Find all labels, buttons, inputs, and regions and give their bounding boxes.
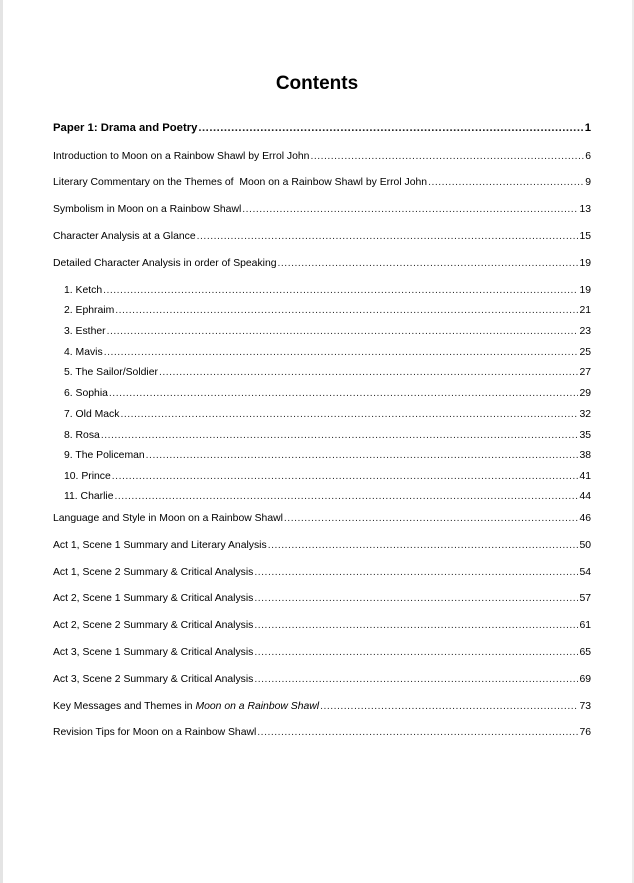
dot-leader [109, 387, 579, 400]
dot-leader [107, 325, 579, 338]
toc-subentry-charlie[interactable] [64, 490, 591, 503]
toc-entry-page: 9 [585, 177, 591, 188]
dot-leader [103, 284, 578, 297]
toc-entry-act1-scene2[interactable] [53, 566, 591, 579]
toc-entry-label: 10. Prince [64, 471, 111, 482]
toc-entry-label: 11. Charlie [64, 491, 114, 502]
toc-entry-label: 8. Rosa [64, 430, 100, 441]
toc-entry-label: 1. Ketch [64, 285, 103, 296]
toc-entry-page: 50 [579, 540, 591, 551]
page-edge-left [0, 0, 3, 883]
toc-entry-key-messages[interactable] [53, 700, 591, 713]
dot-leader [120, 408, 578, 421]
toc-subentry-rosa[interactable] [64, 429, 591, 442]
toc-entry-page: 73 [579, 701, 591, 712]
toc-entry-act3-scene2[interactable] [53, 673, 591, 686]
toc-subentry-esther[interactable] [64, 325, 591, 338]
dot-leader [254, 646, 578, 659]
dot-leader [284, 512, 579, 525]
dot-leader [254, 619, 578, 632]
toc-entry-label: Symbolism in Moon on a Rainbow Shawl [53, 204, 242, 215]
dot-leader [112, 470, 579, 483]
toc-entry-page: 69 [579, 674, 591, 685]
dot-leader [115, 304, 578, 317]
toc-entry-literary-commentary[interactable] [53, 176, 591, 189]
toc-entry-label: 3. Esther [64, 326, 106, 337]
toc-entry-page: 1 [584, 122, 591, 134]
toc-entry-page: 29 [579, 388, 591, 399]
toc-entry-introduction[interactable] [53, 150, 591, 163]
toc-entry-label: Language and Style in Moon on a Rainbow Shawl [53, 513, 283, 524]
toc-entry-label-italic: Moon on a Rainbow Shawl [195, 701, 320, 712]
toc-entry-label: 4. Mavis [64, 347, 103, 358]
page-title: Contents [275, 73, 359, 94]
toc-entry-page: 61 [579, 620, 591, 631]
toc-entry-character-glance[interactable] [53, 230, 591, 243]
toc-entry-page: 57 [579, 593, 591, 604]
toc-entry-label: Revision Tips for Moon on a Rainbow Shawl [53, 727, 257, 738]
toc-entry-page: 41 [579, 471, 591, 482]
dot-leader [197, 230, 579, 243]
toc-entry-page: 38 [579, 450, 591, 461]
toc-entry-page: 6 [585, 151, 591, 162]
toc-entry-label: Introduction to Moon on a Rainbow Shawl by Errol John [53, 151, 310, 162]
toc-entry-label: Character Analysis at a Glance [53, 231, 196, 242]
dot-leader [159, 366, 578, 379]
dot-leader [104, 346, 579, 359]
dot-leader [310, 150, 584, 163]
toc-entry-page: 32 [579, 409, 591, 420]
toc-entry-revision-tips[interactable] [53, 726, 591, 739]
toc-entry-act3-scene1[interactable] [53, 646, 591, 659]
toc-entry-label: Act 2, Scene 1 Summary & Critical Analysis [53, 593, 254, 604]
toc-subentry-sophia[interactable] [64, 387, 591, 400]
dot-leader [114, 490, 578, 503]
toc-entry-label: Act 3, Scene 1 Summary & Critical Analysis [53, 647, 254, 658]
dot-leader [257, 726, 578, 739]
toc-subentry-ketch[interactable] [64, 284, 591, 297]
toc-entry-label: Paper 1: Drama and Poetry [53, 122, 198, 134]
toc-entry-label: 2. Ephraim [64, 305, 115, 316]
toc-entry-page: 25 [579, 347, 591, 358]
toc-entry-label: Act 1, Scene 1 Summary and Literary Analysis [53, 540, 267, 551]
toc-subentry-ephraim[interactable] [64, 304, 591, 317]
dot-leader [254, 566, 578, 579]
toc-entry-label: 9. The Policeman [64, 450, 145, 461]
toc-entry-label: 6. Sophia [64, 388, 108, 399]
dot-leader [254, 592, 578, 605]
toc-entry-label: Literary Commentary on the Themes of Moon on a Rainbow Shawl by Errol John [53, 177, 428, 188]
toc-subentry-policeman[interactable] [64, 449, 591, 462]
dot-leader [278, 257, 579, 270]
toc-entry-label: Act 3, Scene 2 Summary & Critical Analysis [53, 674, 254, 685]
toc-entry-label: Act 1, Scene 2 Summary & Critical Analysis [53, 567, 254, 578]
toc-entry-page: 27 [579, 367, 591, 378]
dot-leader [146, 449, 579, 462]
toc-entry-language-style[interactable] [53, 512, 591, 525]
toc-entry-page: 35 [579, 430, 591, 441]
toc-entry-page: 54 [579, 567, 591, 578]
toc-entry-label: Act 2, Scene 2 Summary & Critical Analysis [53, 620, 254, 631]
dot-leader [320, 700, 578, 713]
toc-entry-label: 7. Old Mack [64, 409, 120, 420]
toc-entry-symbolism[interactable] [53, 203, 591, 216]
toc-entry-page: 15 [579, 231, 591, 242]
dot-leader [428, 176, 584, 189]
toc-entry-paper-1[interactable] [53, 122, 591, 135]
toc-entry-page: 46 [579, 513, 591, 524]
toc-entry-page: 19 [579, 258, 591, 269]
toc-entry-detailed-character[interactable] [53, 257, 591, 270]
dot-leader [198, 122, 583, 135]
toc-entry-page: 65 [579, 647, 591, 658]
toc-entry-page: 19 [579, 285, 591, 296]
toc-subentry-sailor-soldier[interactable] [64, 366, 591, 379]
toc-entry-page: 21 [579, 305, 591, 316]
toc-entry-act2-scene2[interactable] [53, 619, 591, 632]
toc-entry-page: 13 [579, 204, 591, 215]
toc-entry-page: 76 [579, 727, 591, 738]
toc-entry-page: 23 [579, 326, 591, 337]
toc-entry-label [53, 700, 319, 713]
toc-subentry-mavis[interactable] [64, 346, 591, 359]
dot-leader [101, 429, 579, 442]
toc-entry-label: Detailed Character Analysis in order of Speaking [53, 258, 277, 269]
toc-entry-act1-scene1[interactable] [53, 539, 591, 552]
toc-entry-label-prefix: Key Messages and Themes in [53, 701, 196, 712]
dot-leader [254, 673, 578, 686]
toc-subentry-prince[interactable] [64, 470, 591, 483]
dot-leader [242, 203, 578, 216]
toc-entry-label: 5. The Sailor/Soldier [64, 367, 158, 378]
toc-entry-page: 44 [579, 491, 591, 502]
toc-entry-act2-scene1[interactable] [53, 592, 591, 605]
toc-subentry-old-mack[interactable] [64, 408, 591, 421]
dot-leader [268, 539, 579, 552]
